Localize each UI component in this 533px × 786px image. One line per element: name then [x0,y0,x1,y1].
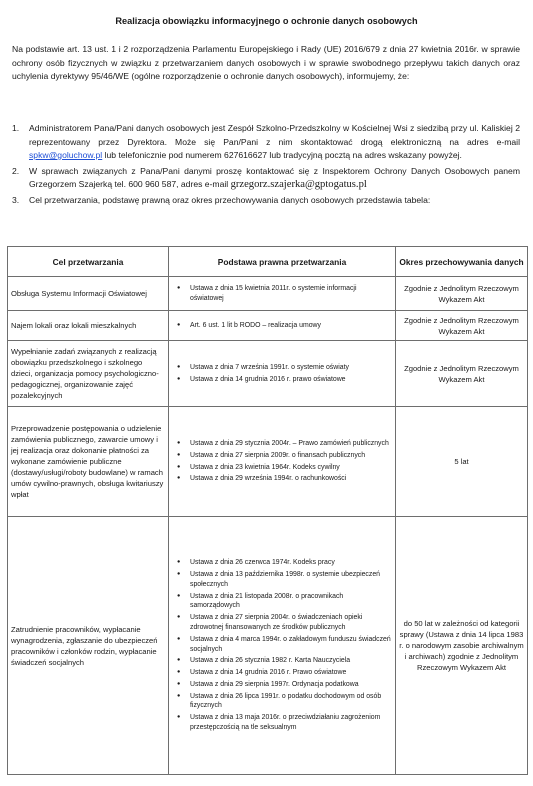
legal-basis-item: ● Ustawa z dnia 13 października 1998r. o systemie ubezpieczeń społecznych [190,570,392,590]
info-points-list [12,122,520,209]
column-header: Podstawa prawna przetwarzania [169,247,396,277]
point-text: lub telefonicznie pod numerem 627616627 lub tradycyjną pocztą na adres wskazany powyżej. [102,150,462,160]
retention-cell: Zgodnie z Jednolitym Rzeczowym Wykazem Akt [396,311,528,341]
iod-email: grzegorz.szajerka@gptogatus.pl [230,179,367,190]
legal-basis-item: ● Art. 6 ust. 1 lit b RODO – realizacja umowy [190,321,392,331]
purpose-cell: Przeprowadzenie postępowania o udzielenie zamówienia publicznego, zawarcie umowy i jej realizacja oraz dokonanie płatności za wykonane zamówienie publiczne (dostawy/usługi/roboty budowlane) w ramach umów cywilno-prawnych, obsługa kwitariuszy wpłat [8,407,169,517]
list-item [12,165,520,192]
email-link[interactable]: spkw@goluchow.pl [29,150,103,160]
column-header: Okres przechowywania danych [396,247,528,277]
legal-basis-item: ● Ustawa z dnia 26 lipca 1991r. o podatku dochodowym od osób fizycznych [190,692,392,712]
purpose-cell: Zatrudnienie pracowników, wypłacanie wynagrodzenia, zgłaszanie do ubezpieczeń pracowników i członków rodzin, wypłacanie świadczeń socjalnych [8,517,169,775]
purpose-cell: Wypełnianie zadań związanych z realizacją obowiązku przedszkolnego i szkolnego dzieci, organizacja pomocy psychologiczno-pedagogicznej, organizowanie zajęć pozalekcyjnych [8,341,169,407]
legal-basis-item: ● Ustawa z dnia 14 grudnia 2016 r. prawo oświatowe [190,375,392,385]
table-row [8,517,528,775]
table-row [8,277,528,311]
legal-basis-cell [169,407,396,517]
table-row [8,341,528,407]
legal-basis-item: ● Ustawa z dnia 13 maja 2016r. o przeciwdziałaniu zagrożeniom przestępczością na tle seksualnym [190,713,392,733]
table-row [8,407,528,517]
table-header-row [8,247,528,277]
legal-basis-item: ● Ustawa z dnia 26 stycznia 1982 r. Karta Nauczyciela [190,656,392,666]
legal-basis-item: ● Ustawa z dnia 27 sierpnia 2004r. o świadczeniach opieki zdrowotnej finansowanych ze środków publicznych [190,613,392,633]
point-number: 3. [12,194,20,205]
processing-table [7,246,528,775]
legal-basis-item: ● Ustawa z dnia 29 stycznia 2004r. – Prawo zamówień publicznych [190,439,392,449]
intro-paragraph: Na podstawie art. 13 ust. 1 i 2 rozporządzenia Parlamentu Europejskiego i Rady (UE) 2016/679 z dnia 27 kwietnia 2016r. w sprawie ochrony osób fizycznych w związku z przetwarzaniem danych osobowych i w sprawie swobodnego przepływu takich danych oraz uchylenia dyrektywy 95/46/WE (ogólne rozporządzenie o ochronie danych osobowych), informujemy, że: [12,44,520,81]
table-row [8,311,528,341]
legal-basis-item: ● Ustawa z dnia 15 kwietnia 2011r. o systemie informacji oświatowej [190,284,392,304]
point-number: 1. [12,123,20,133]
legal-basis-cell [169,311,396,341]
retention-cell: Zgodnie z Jednolitym Rzeczowym Wykazem Akt [396,341,528,407]
legal-basis-item: ● Ustawa z dnia 14 grudnia 2016 r. Prawo oświatowe [190,668,392,678]
legal-basis-item: ● Ustawa z dnia 7 września 1991r. o systemie oświaty [190,363,392,373]
purpose-cell: Najem lokali oraz lokali mieszkalnych [8,311,169,341]
point-number: 2. [12,165,20,176]
purpose-cell: Obsługa Systemu Informacji Oświatowej [8,277,169,311]
retention-cell: 5 lat [396,407,528,517]
legal-basis-item: ● Ustawa z dnia 29 września 1994r. o rachunkowości [190,474,392,484]
legal-basis-item: ● Ustawa z dnia 21 listopada 2008r. o pracownikach samorządowych [190,592,392,612]
legal-basis-item: ● Ustawa z dnia 4 marca 1994r. o zakładowym funduszu świadczeń socjalnych [190,635,392,655]
column-header: Cel przetwarzania [8,247,169,277]
list-item [12,122,520,163]
document-title: Realizacja obowiązku informacyjnego o ochronie danych osobowych [115,16,418,26]
legal-basis-item: ● Ustawa z dnia 26 czerwca 1974r. Kodeks pracy [190,558,392,568]
point-text: W sprawach związanych z Pana/Pani danymi proszę kontaktować się z Inspektorem Ochrony Danych Osobowych panem Grzegorzem Szajerką tel. 600 960 587, adres e-mail [29,165,520,189]
legal-basis-item: ● Ustawa z dnia 27 sierpnia 2009r. o finansach publicznych [190,451,392,461]
legal-basis-item: ● Ustawa z dnia 29 sierpnia 1997r. Ordynacja podatkowa [190,680,392,690]
legal-basis-item: ● Ustawa z dnia 23 kwietnia 1964r. Kodeks cywilny [190,463,392,473]
list-item [12,194,520,208]
retention-cell: Zgodnie z Jednolitym Rzeczowym Wykazem Akt [396,277,528,311]
point-text: Cel przetwarzania, podstawę prawną oraz okres przechowywania danych osobowych przedstawia tabela: [29,194,431,205]
point-text: Administratorem Pana/Pani danych osobowych jest Zespół Szkolno-Przedszkolny w Kościelnej Wsi z siedzibą przy ul. Kaliskiej 2 reprezentowany przez Dyrektora. Może się Pan/Pani z nim skontaktować drogą elektroniczną na adres e-mail [29,123,520,147]
legal-basis-cell [169,517,396,775]
legal-basis-cell [169,341,396,407]
legal-basis-cell [169,277,396,311]
retention-cell: do 50 lat w zależności od kategorii sprawy (Ustawa z dnia 14 lipca 1983 r. o narodowym zasobie archiwalnym i archiwach) zgodnie z Jednolitym Rzeczowym Wykazem Akt [396,517,528,775]
